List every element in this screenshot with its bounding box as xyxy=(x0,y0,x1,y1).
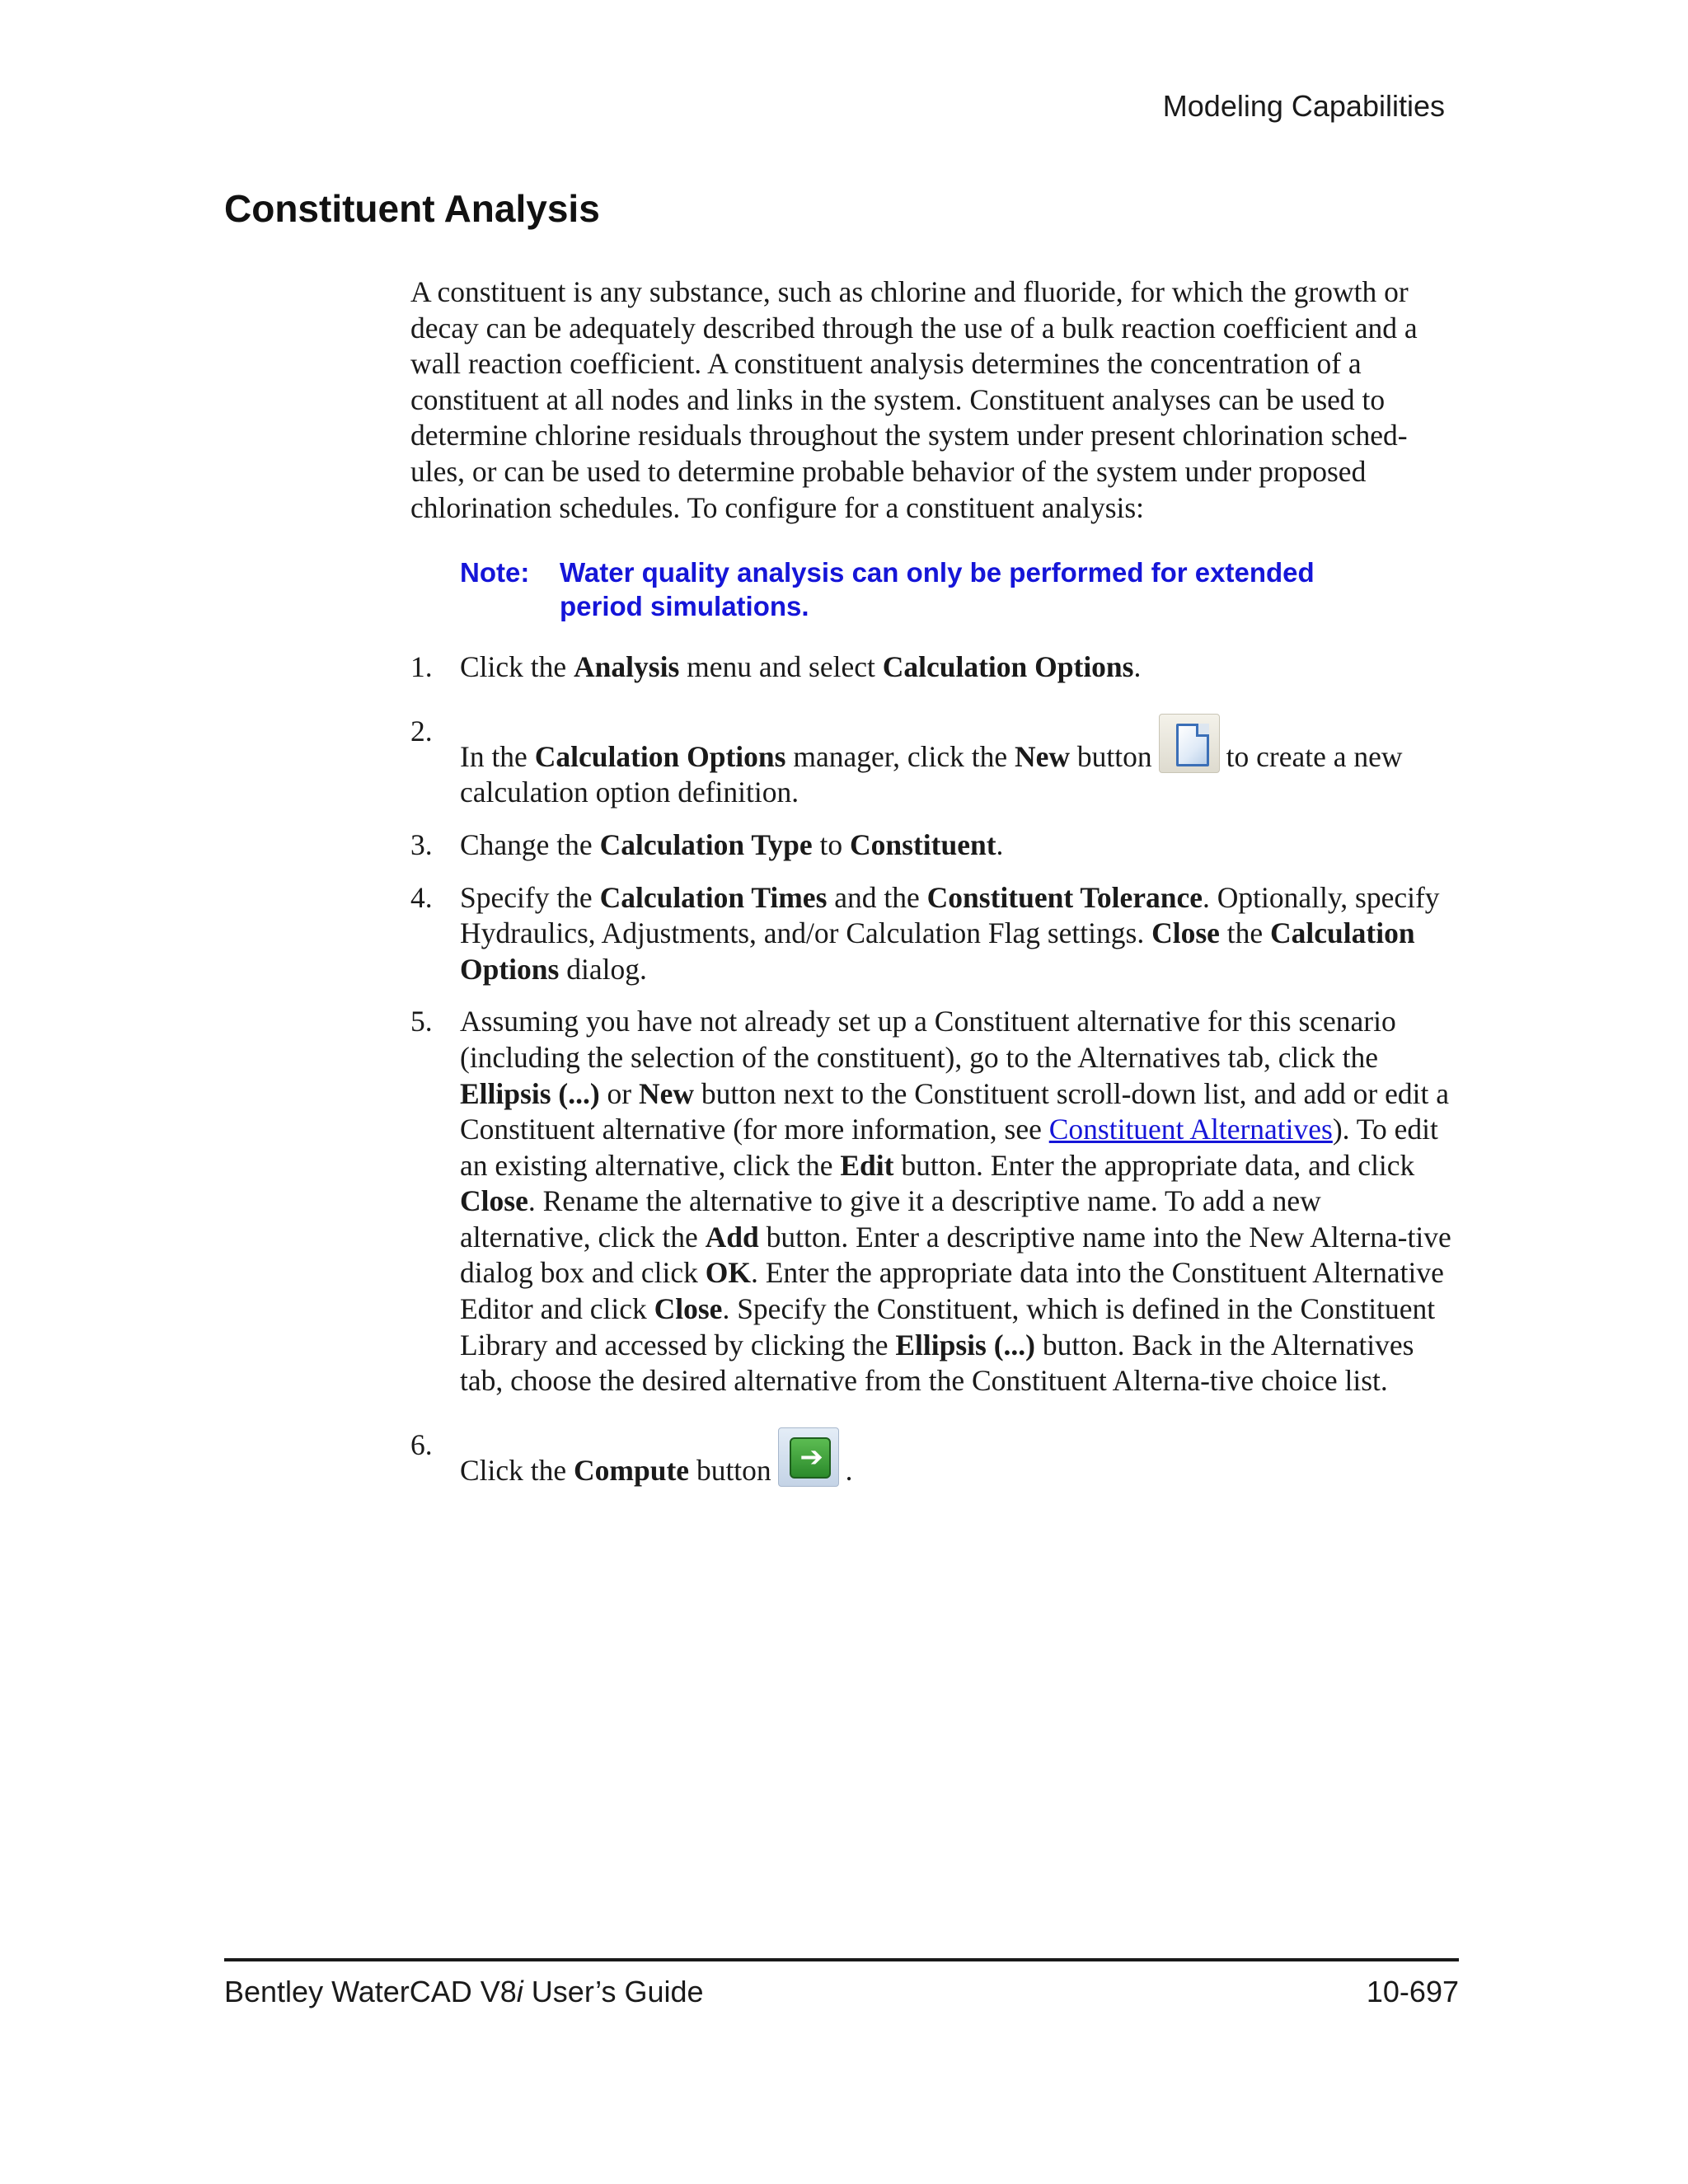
steps-list xyxy=(410,649,1459,1488)
running-header: Modeling Capabilities xyxy=(1162,89,1445,123)
footer-rule xyxy=(224,1958,1459,1961)
step-4 xyxy=(410,880,1459,988)
step-number: 6. xyxy=(410,1427,433,1461)
step-number: 3. xyxy=(410,827,433,861)
step-number: 5. xyxy=(410,1005,433,1038)
step-text: Specify the Calculation Times and the Constituent Tolerance. Optionally, specify Hydraulics, Adjustments, and/or Calculation Flag settings. Close the Calculation Options dialog. xyxy=(460,880,1440,986)
note-label: Note: xyxy=(460,557,530,588)
step-3 xyxy=(410,827,1459,864)
note-text: Water quality analysis can only be performed for extended period simulations. xyxy=(560,557,1315,622)
intro-paragraph: A constituent is any substance, such as chlorine and fluoride, for which the growth or decay can be adequately described through the use of a bulk reaction coefficient and a wall reaction coefficient. A constituent analysis determines the concentration of a constituent at all nodes and links in the system. Constituent analyses can be used to determine chlorine residuals throughout the system under present chlorination sched-ules, or can be used to determine probable behavior of the system under proposed chlorination schedules. To configure for a constituent analysis: xyxy=(410,275,1418,524)
note-callout xyxy=(460,555,1459,623)
step-text: In the Calculation Options manager, click the New button to create a new calculation option definition. xyxy=(460,714,1459,811)
step-1 xyxy=(410,649,1459,686)
step-2 xyxy=(410,714,1459,811)
constituent-alternatives-link[interactable]: Constituent Alternatives xyxy=(1048,1113,1333,1146)
step-text: Change the Calculation Type to Constituent. xyxy=(460,827,1004,861)
footer-guide-title: Bentley WaterCAD V8i User’s Guide xyxy=(224,1975,704,2008)
page-number: 10-697 xyxy=(1366,1975,1459,2008)
step-5 xyxy=(410,1004,1459,1399)
new-document-icon[interactable] xyxy=(1159,714,1220,773)
step-text: Click the Compute button➔ . xyxy=(460,1427,1459,1489)
step-6 xyxy=(410,1427,1459,1489)
compute-arrow-icon[interactable] xyxy=(778,1427,839,1487)
step-number: 4. xyxy=(410,880,433,914)
step-number: 1. xyxy=(410,650,433,684)
section-title: Constituent Analysis xyxy=(224,187,600,230)
step-text: Assuming you have not already set up a Constituent alternative for this scenario (including the selection of the constituent), go to the Alternatives tab, click the Ellipsis (...) or New button next to the Constituent scroll-down list, and add or edit a Constituent alternative (for more information, see Constituent Alternatives). To edit an existing alternative, click the Edit button. Enter the appropriate data, and click Close. Rename the alternative to give it a descriptive name. To add a new alternative, click the Add button. Enter a descriptive name into the New Alterna-tive dialog box and click OK. Enter the appropriate data into the Constituent Alternative Editor and click Close. Specify the Constituent, which is defined in the Constituent Library and accessed by clicking the Ellipsis (...) button. Back in the Alternatives tab, choose the desired alternative from the Constituent Alterna-tive choice list. xyxy=(460,1005,1451,1398)
step-text: Click the Analysis menu and select Calculation Options. xyxy=(460,650,1142,684)
step-number: 2. xyxy=(410,714,433,748)
content-body xyxy=(410,274,1459,1488)
